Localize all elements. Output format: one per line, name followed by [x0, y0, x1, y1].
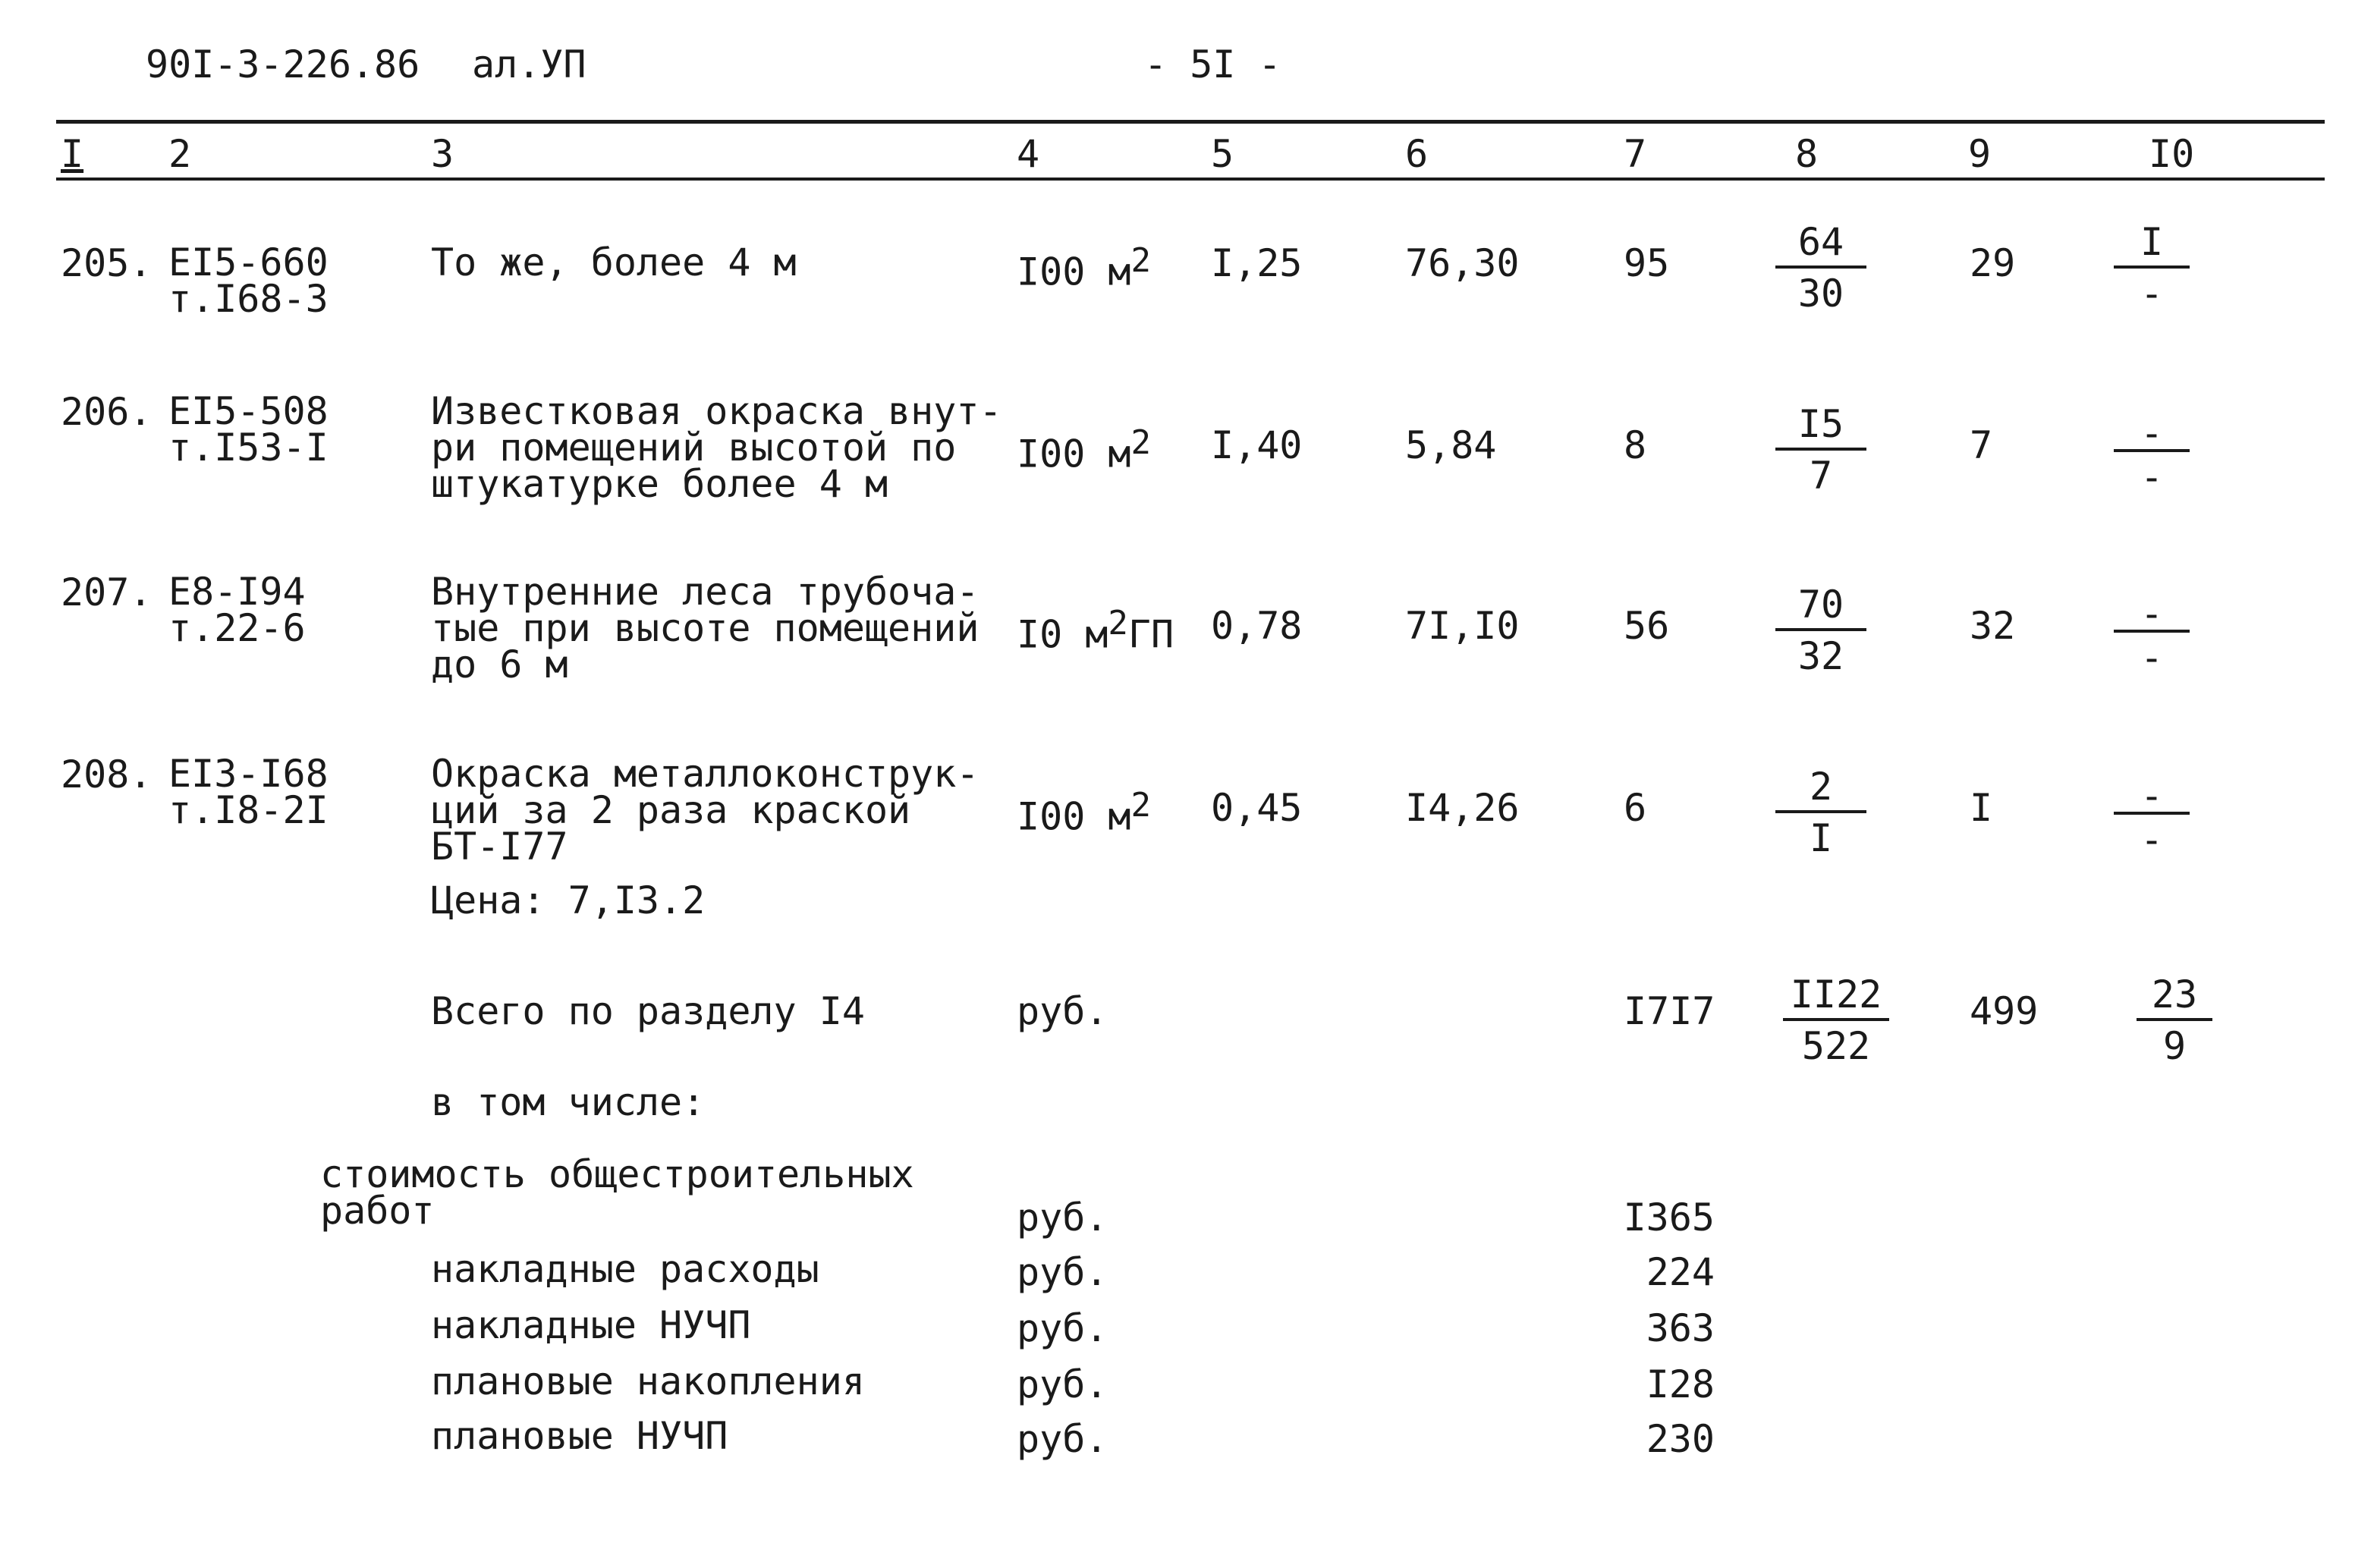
quantity: I,25 — [1211, 241, 1303, 285]
col9-value: 7 — [1970, 423, 1993, 467]
quantity: 0,45 — [1211, 786, 1303, 830]
unit-price: I4,26 — [1405, 786, 1520, 830]
column-header-8: 8 — [1795, 132, 1819, 176]
section-total-col9: 499 — [1970, 989, 2039, 1033]
total-cost: 95 — [1624, 241, 1670, 285]
norm-code: EI3-I68 т.I8-2I — [168, 752, 329, 832]
column-header-5: 5 — [1211, 132, 1234, 176]
breakdown-value: 230 — [1646, 1417, 1715, 1461]
column-header-1: I — [61, 132, 84, 176]
breakdown-unit: руб. — [1017, 1417, 1108, 1461]
unit-price: 7I,I0 — [1405, 604, 1520, 648]
row-number: 207. — [61, 570, 153, 614]
col8-fraction: $\frac{64}{30}$ — [1775, 223, 1866, 313]
header-bottom-rule — [56, 178, 2325, 181]
column-header-2: 2 — [168, 132, 192, 176]
total-cost: 8 — [1624, 423, 1647, 467]
col9-value: 32 — [1970, 604, 2016, 648]
including-label: в том числе: — [431, 1080, 706, 1124]
col9-value: 29 — [1970, 241, 2016, 285]
norm-code: E8-I94 т.22-6 — [168, 570, 306, 650]
unit-price: 76,30 — [1405, 241, 1520, 285]
unit: I00 $м^2$ — [1017, 786, 1152, 839]
breakdown-label: стоимость общестроительных работ — [320, 1152, 914, 1233]
column-header-7: 7 — [1624, 132, 1647, 176]
section-total-col8-fraction: $\frac{II22}{522}$ — [1783, 976, 1889, 1065]
unit: I0 $м^2ГП$ — [1017, 604, 1174, 657]
price-note: Цена: 7,I3.2 — [431, 878, 706, 922]
section-total-unit: руб. — [1017, 989, 1108, 1033]
column-header-4: 4 — [1017, 132, 1040, 176]
column-header-9: 9 — [1968, 132, 1992, 176]
row-number: 205. — [61, 241, 153, 285]
total-cost: 56 — [1624, 604, 1670, 648]
breakdown-value: 363 — [1646, 1306, 1715, 1350]
row-number: 206. — [61, 390, 153, 434]
page-number: - 5I - — [1144, 42, 1281, 86]
work-description: Внутренние леса трубоча- тые при высоте помещений до 6 м — [431, 570, 979, 687]
breakdown-value: I28 — [1646, 1362, 1715, 1406]
work-description: То же, более 4 м — [431, 240, 797, 284]
col8-fraction: $\frac{70}{32}$ — [1775, 586, 1866, 675]
column-header-10: I0 — [2149, 132, 2195, 176]
work-description: Известковая окраска внут- ри помещений высотой по штукатурке более 4 м — [431, 389, 1002, 506]
col10-fraction: - - — [2114, 602, 2190, 677]
row-number: 208. — [61, 753, 153, 797]
column-header-3: 3 — [431, 132, 454, 176]
total-cost: 6 — [1624, 786, 1647, 830]
breakdown-label: накладные НУЧП — [431, 1303, 751, 1347]
section-total-cost: I7I7 — [1624, 989, 1715, 1033]
quantity: 0,78 — [1211, 604, 1303, 648]
col9-value: I — [1970, 786, 1993, 830]
breakdown-unit: руб. — [1017, 1250, 1108, 1294]
breakdown-label: накладные расходы — [431, 1247, 819, 1291]
column-header-6: 6 — [1405, 132, 1429, 176]
section-total-label: Всего по разделу I4 — [431, 989, 865, 1033]
breakdown-value: I365 — [1623, 1196, 1715, 1240]
quantity: I,40 — [1211, 423, 1303, 467]
breakdown-value: 224 — [1646, 1250, 1715, 1294]
col10-fraction: - - — [2114, 422, 2190, 496]
col10-fraction: I - — [2114, 223, 2190, 313]
unit-price: 5,84 — [1405, 423, 1497, 467]
norm-code: EI5-508 т.I53-I — [168, 389, 329, 470]
col8-fraction: $\frac{I5}{7}$ — [1775, 405, 1866, 495]
album-label: ал.УП — [472, 42, 586, 86]
unit: I00 $м^2$ — [1017, 423, 1152, 476]
header-top-rule — [56, 120, 2325, 124]
col8-fraction: $\frac{2}{I}$ — [1775, 768, 1866, 857]
section-total-col10-fraction: $\frac{23}{9}$ — [2137, 976, 2212, 1065]
unit: I00 $м^2$ — [1017, 241, 1152, 294]
breakdown-label: плановые накопления — [431, 1359, 865, 1403]
breakdown-unit: руб. — [1017, 1196, 1108, 1240]
work-description: Окраска металлоконструк- ций за 2 раза краской БТ-I77 — [431, 752, 979, 869]
norm-code: EI5-660 т.I68-3 — [168, 240, 329, 321]
breakdown-label: плановые НУЧП — [431, 1414, 728, 1458]
breakdown-unit: руб. — [1017, 1306, 1108, 1350]
breakdown-unit: руб. — [1017, 1362, 1108, 1406]
col10-fraction: - - — [2114, 784, 2190, 859]
document-code: 90I-3-226.86 — [146, 42, 420, 86]
